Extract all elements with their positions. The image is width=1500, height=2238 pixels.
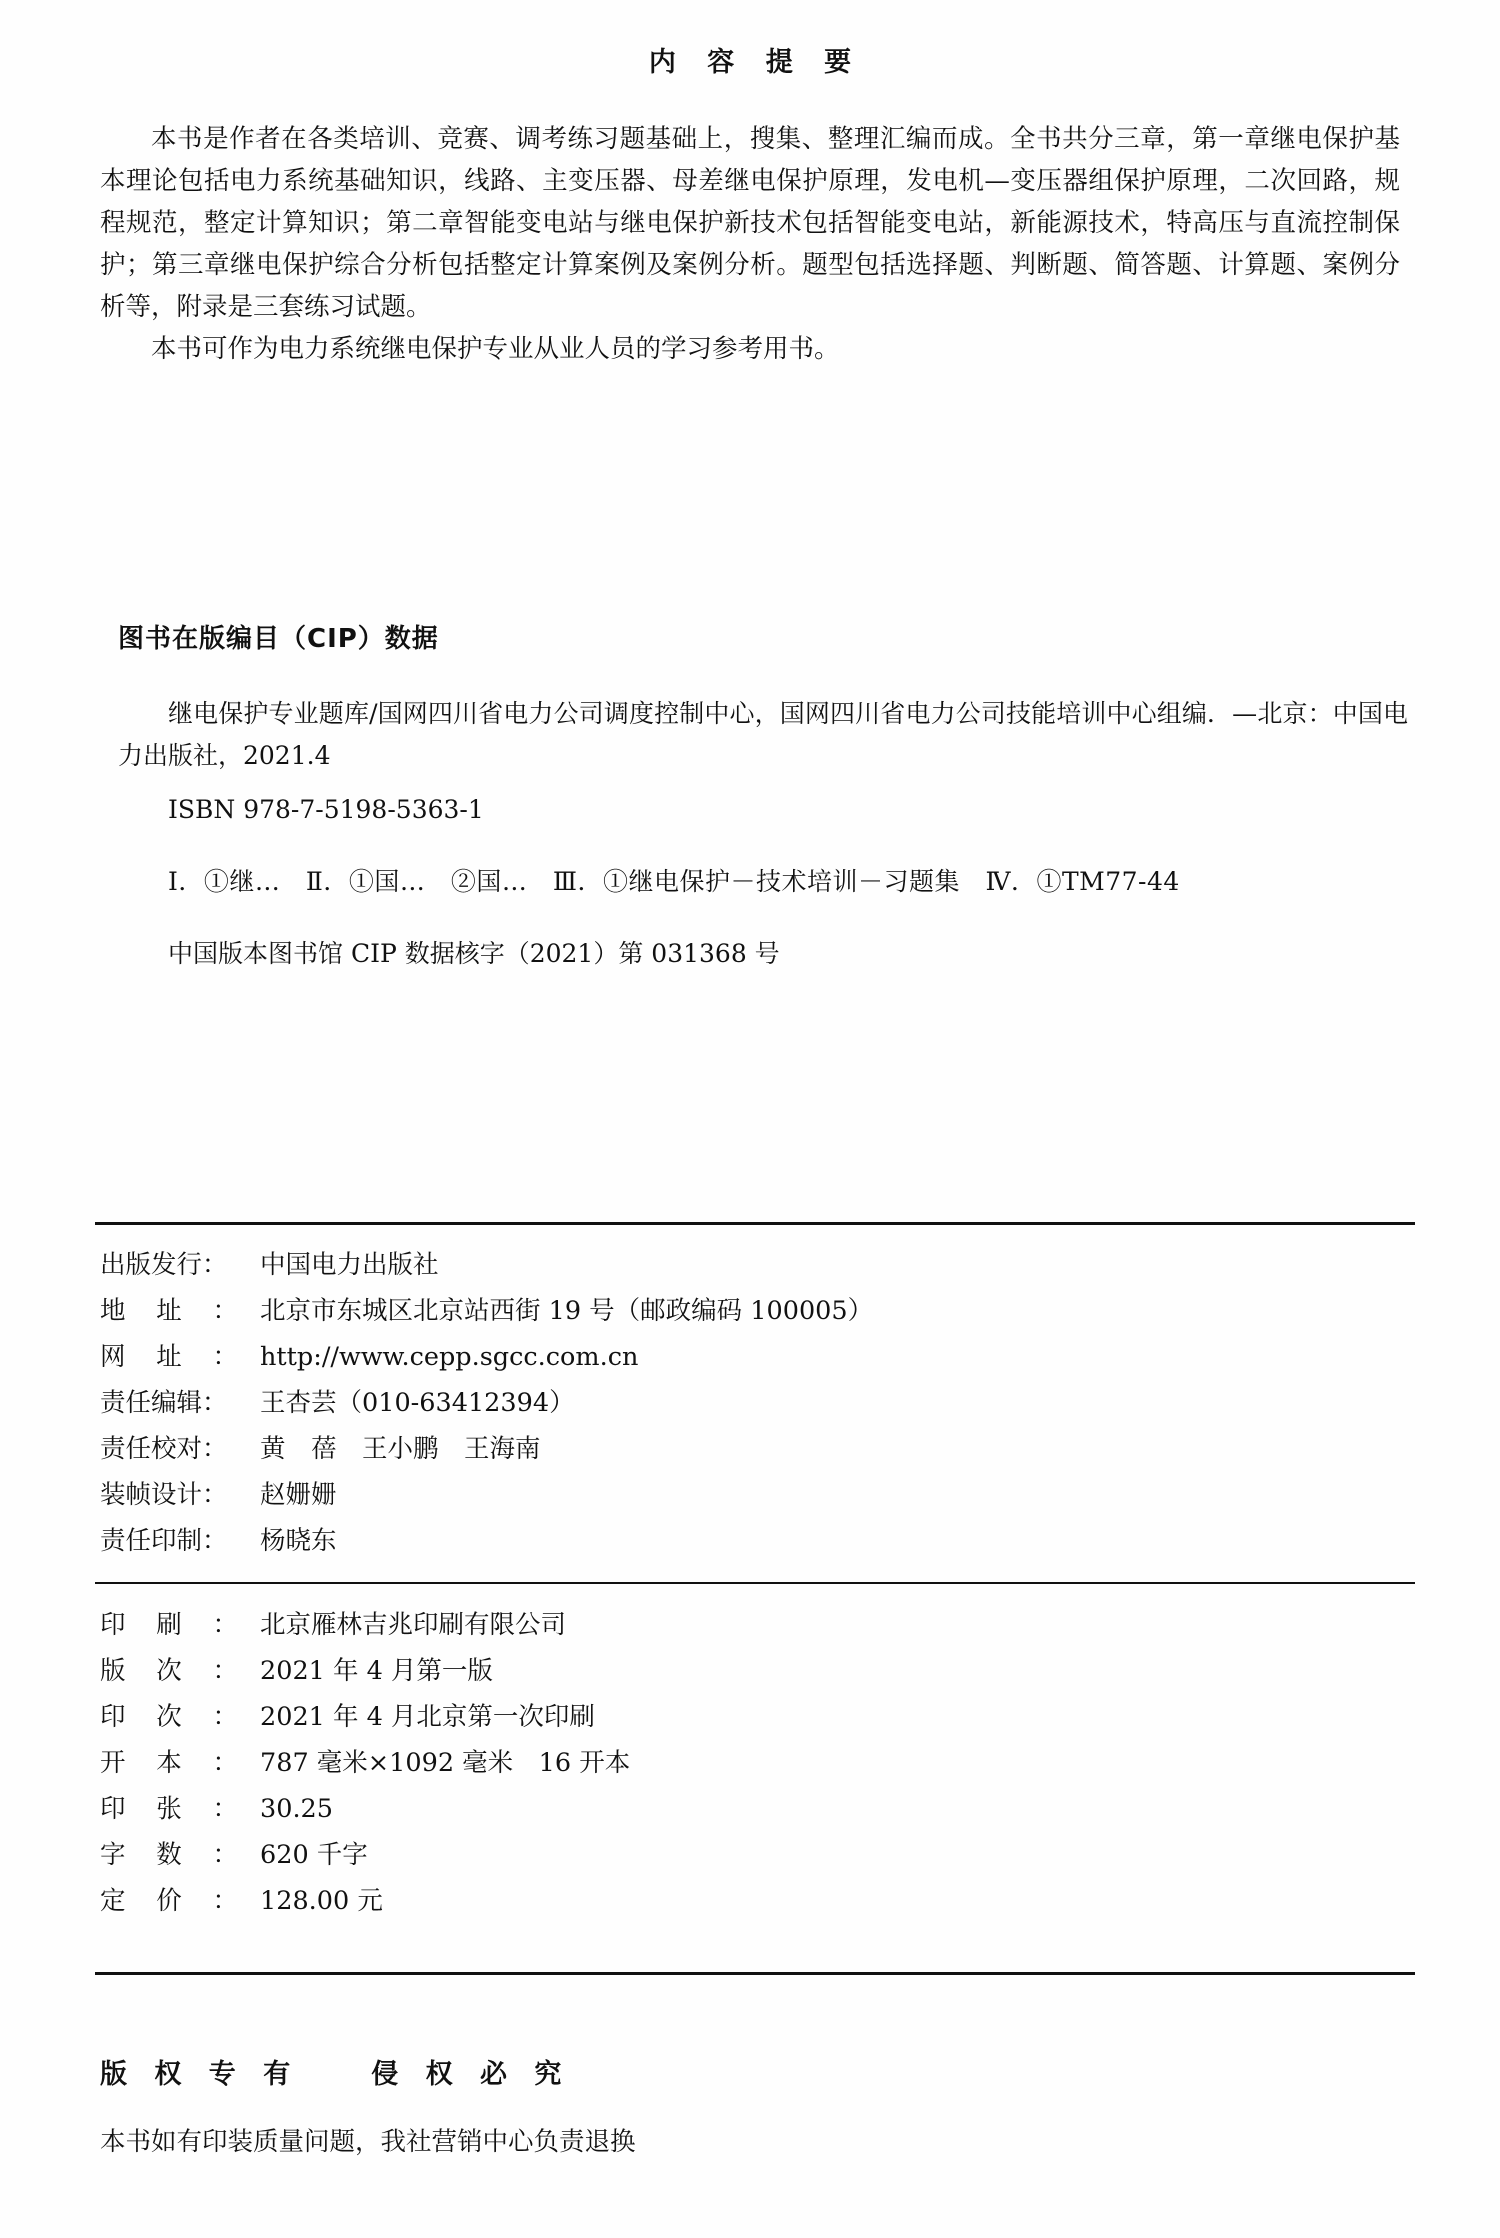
production-label-price: 定 价 ： [100, 1886, 238, 1916]
cip-isbn: ISBN 978-7-5198-5363-1 [168, 795, 484, 824]
production-row-edition [100, 1648, 1420, 1694]
imprint-value-print-supervisor: 杨晓东 [260, 1526, 337, 1556]
imprint-row-editor [100, 1380, 1420, 1426]
production-label-impression: 印 次 ： [100, 1702, 238, 1732]
production-row-impression [100, 1694, 1420, 1740]
cip-block [118, 618, 1408, 975]
cip-title-statement: 继电保护专业题库/国网四川省电力公司调度控制中心，国网四川省电力公司技能培训中心组编．—北京：中国电力出版社，2021.4 [118, 699, 1408, 770]
imprint-block [100, 1242, 1420, 1564]
production-value-sheets: 30.25 [260, 1794, 334, 1824]
divider-rule-top [95, 1222, 1415, 1225]
production-label-format: 开 本 ： [100, 1748, 238, 1778]
imprint-label-print-supervisor: 责任印制： [100, 1526, 228, 1556]
production-row-word-count [100, 1832, 1420, 1878]
imprint-row-print-supervisor [100, 1518, 1420, 1564]
divider-rule-middle [95, 1582, 1415, 1584]
production-value-edition: 2021 年 4 月第一版 [260, 1656, 493, 1686]
production-label-edition: 版 次 ： [100, 1656, 238, 1686]
imprint-value-designer: 赵姗姗 [260, 1480, 337, 1510]
production-value-word-count: 620 千字 [260, 1840, 368, 1870]
spacer [118, 831, 1408, 861]
copyright-notice: 版 权 专 有 侵 权 必 究 [100, 2059, 571, 2090]
production-value-printer: 北京雁林吉兆印刷有限公司 [260, 1610, 567, 1640]
cip-heading: 图书在版编目（CIP）数据 [118, 624, 439, 654]
abstract-paragraph-2: 本书可作为电力系统继电保护专业从业人员的学习参考用书。 [151, 334, 840, 364]
production-row-format [100, 1740, 1420, 1786]
imprint-label-website: 网 址 ： [100, 1342, 238, 1372]
imprint-label-proofreader: 责任校对： [100, 1434, 228, 1464]
production-value-price: 128.00 元 [260, 1886, 383, 1916]
production-value-impression: 2021 年 4 月北京第一次印刷 [260, 1702, 595, 1732]
production-label-word-count: 字 数 ： [100, 1840, 238, 1870]
cip-verification-number: 中国版本图书馆 CIP 数据核字（2021）第 031368 号 [168, 939, 780, 968]
imprint-value-address: 北京市东城区北京站西街 19 号（邮政编码 100005） [260, 1296, 874, 1326]
production-label-sheets: 印 张 ： [100, 1794, 238, 1824]
abstract-paragraph-1: 本书是作者在各类培训、竞赛、调考练习题基础上，搜集、整理汇编而成。全书共分三章，第一章继电保护基本理论包括电力系统基础知识，线路、主变压器、母差继电保护原理，发电机—变压器组保护原理，二次回路，规程规范，整定计算知识；第二章智能变电站与继电保护新技术包括智能变电站，新能源技术，特高压与直流控制保护；第三章继电保护综合分析包括整定计算案例及案例分析。题型包括选择题、判断题、简答题、计算题、案例分析等，附录是三套练习试题。 [100, 124, 1400, 322]
imprint-row-address [100, 1288, 1420, 1334]
cip-classification: Ⅰ．①继… Ⅱ．①国… ②国… Ⅲ．①继电保护－技术培训－习题集 Ⅳ．①TM77-44 [168, 867, 1180, 896]
production-block [100, 1602, 1420, 1924]
production-row-printer [100, 1602, 1420, 1648]
imprint-value-proofreader: 黄 蓓 王小鹏 王海南 [260, 1434, 541, 1464]
imprint-value-editor: 王杏芸（010-63412394） [260, 1388, 575, 1418]
imprint-label-editor: 责任编辑： [100, 1388, 228, 1418]
spacer [118, 903, 1408, 933]
imprint-value-publisher: 中国电力出版社 [260, 1250, 439, 1280]
imprint-label-publisher: 出版发行： [100, 1250, 228, 1280]
imprint-row-proofreader [100, 1426, 1420, 1472]
production-row-price [100, 1878, 1420, 1924]
abstract-body [100, 118, 1400, 370]
imprint-row-website [100, 1334, 1420, 1380]
imprint-row-publisher [100, 1242, 1420, 1288]
quality-replacement-note: 本书如有印装质量问题，我社营销中心负责退换 [100, 2127, 636, 2157]
spacer [118, 777, 1408, 789]
imprint-row-designer [100, 1472, 1420, 1518]
production-row-sheets [100, 1786, 1420, 1832]
imprint-label-address: 地 址 ： [100, 1296, 238, 1326]
production-value-format: 787 毫米×1092 毫米 16 开本 [260, 1748, 631, 1778]
abstract-heading: 内 容 提 要 [648, 47, 863, 78]
divider-rule-bottom [95, 1972, 1415, 1975]
imprint-value-website[interactable]: http://www.cepp.sgcc.com.cn [260, 1342, 639, 1372]
imprint-label-designer: 装帧设计： [100, 1480, 228, 1510]
production-label-printer: 印 刷 ： [100, 1610, 238, 1640]
